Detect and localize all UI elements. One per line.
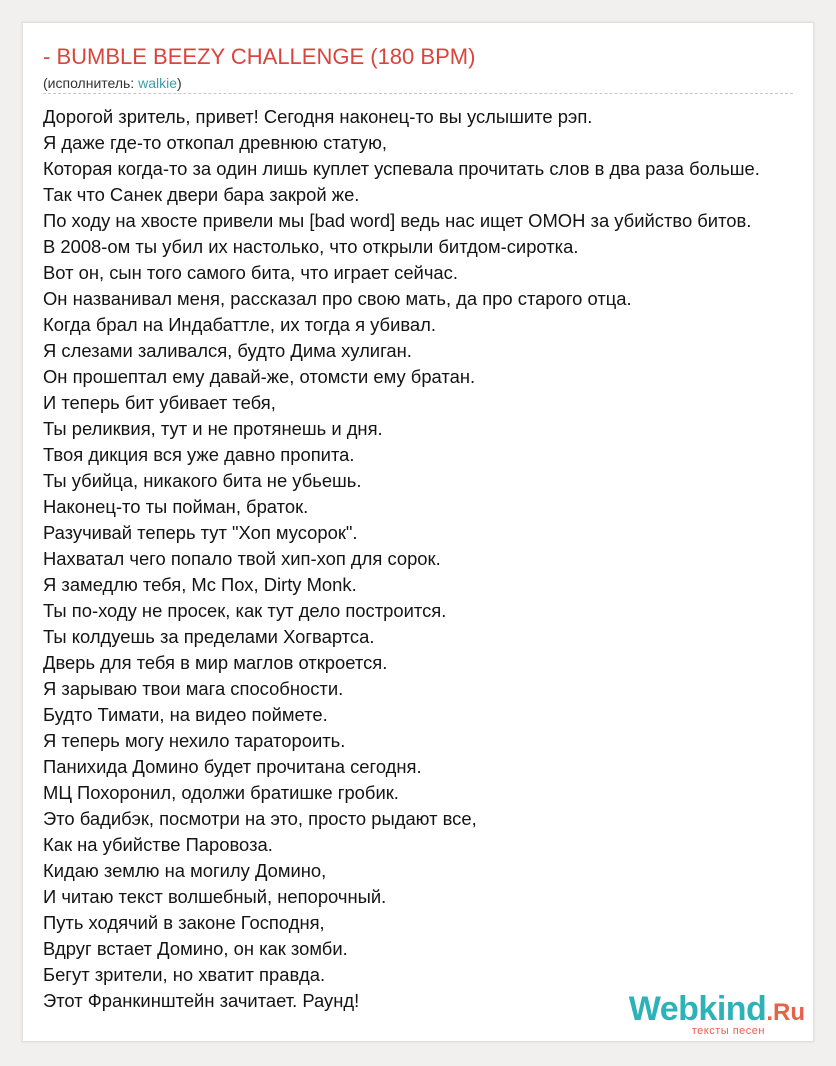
header-divider (43, 93, 793, 94)
lyric-line: Бегут зрители, но хватит правда. (43, 964, 326, 985)
lyric-line: Он названивал меня, рассказал про свою мать, да про старого отца. (43, 288, 632, 309)
lyric-line: Дорогой зритель, привет! Сегодня наконец-то вы услышите рэп. (43, 106, 593, 127)
lyric-line: И теперь бит убивает тебя, (43, 392, 276, 413)
lyric-line: Кидаю землю на могилу Домино, (43, 860, 327, 881)
lyric-line: И читаю текст волшебный, непорочный. (43, 886, 387, 907)
lyric-line: Вдруг встает Домино, он как зомби. (43, 938, 348, 959)
lyric-line: Ты по-ходу не просек, как тут дело построится. (43, 600, 447, 621)
lyric-line: Панихида Домино будет прочитана сегодня. (43, 756, 422, 777)
lyric-line: Будто Тимати, на видео поймете. (43, 704, 328, 725)
lyric-line: В 2008-ом ты убил их настолько, что открыли битдом-сиротка. (43, 236, 579, 257)
lyric-line: Которая когда-то за один лишь куплет успевала прочитать слов в два раза больше. (43, 158, 760, 179)
logo-main-text: Webkind (628, 990, 767, 1028)
lyric-line: Так что Санек двери бара закрой же. (43, 184, 360, 205)
lyric-line: Я слезами заливался, будто Дима хулиган. (43, 340, 412, 361)
artist-prefix: (исполнитель: (43, 75, 139, 91)
lyric-line: Этот Франкинштейн зачитает. Раунд! (43, 990, 360, 1011)
lyrics-text (43, 104, 760, 1014)
lyric-line: Вот он, сын того самого бита, что играет сейчас. (43, 262, 458, 283)
site-logo[interactable] (605, 989, 805, 1041)
artist-link[interactable]: walkie (138, 75, 177, 91)
lyric-line: МЦ Похоронил, одолжи братишке гробик. (43, 782, 399, 803)
lyric-line: Путь ходячий в законе Господня, (43, 912, 325, 933)
lyric-line: Это бадибэк, посмотри на это, просто рыдают все, (43, 808, 477, 829)
lyric-line: Нахватал чего попало твой хип-хоп для сорок. (43, 548, 441, 569)
artist-line (43, 74, 182, 92)
lyric-line: Я теперь могу нехило таратороить. (43, 730, 346, 751)
lyric-line: По ходу на хвосте привели мы [bad word] ведь нас ищет ОМОН за убийство битов. (43, 210, 752, 231)
lyric-line: Я замедлю тебя, Mc Пох, Dirty Monk. (43, 574, 357, 595)
logo-tagline: тексты песен (691, 1025, 765, 1037)
lyric-line: Когда брал на Индабаттле, их тогда я убивал. (43, 314, 436, 335)
logo-tld-text: .Ru (766, 999, 805, 1026)
lyric-line: Ты убийца, никакого бита не убьешь. (43, 470, 362, 491)
lyric-line: Твоя дикция вся уже давно пропита. (43, 444, 355, 465)
lyric-line: Дверь для тебя в мир маглов откроется. (43, 652, 388, 673)
lyric-line: Ты реликвия, тут и не протянешь и дня. (43, 418, 383, 439)
song-title: - BUMBLE BEEZY CHALLENGE (180 BPM) (43, 44, 476, 69)
lyric-line: Я зарываю твои мага способности. (43, 678, 344, 699)
lyrics-card (22, 22, 814, 1042)
lyric-line: Я даже где-то откопал древнюю статую, (43, 132, 388, 153)
lyric-line: Наконец-то ты пойман, браток. (43, 496, 309, 517)
lyric-line: Разучивай теперь тут "Хоп мусорок". (43, 522, 358, 543)
artist-suffix: ) (177, 75, 182, 91)
lyric-line: Ты колдуешь за пределами Хогвартса. (43, 626, 375, 647)
lyric-line: Как на убийстве Паровоза. (43, 834, 273, 855)
lyric-line: Он прошептал ему давай-же, отомсти ему братан. (43, 366, 476, 387)
